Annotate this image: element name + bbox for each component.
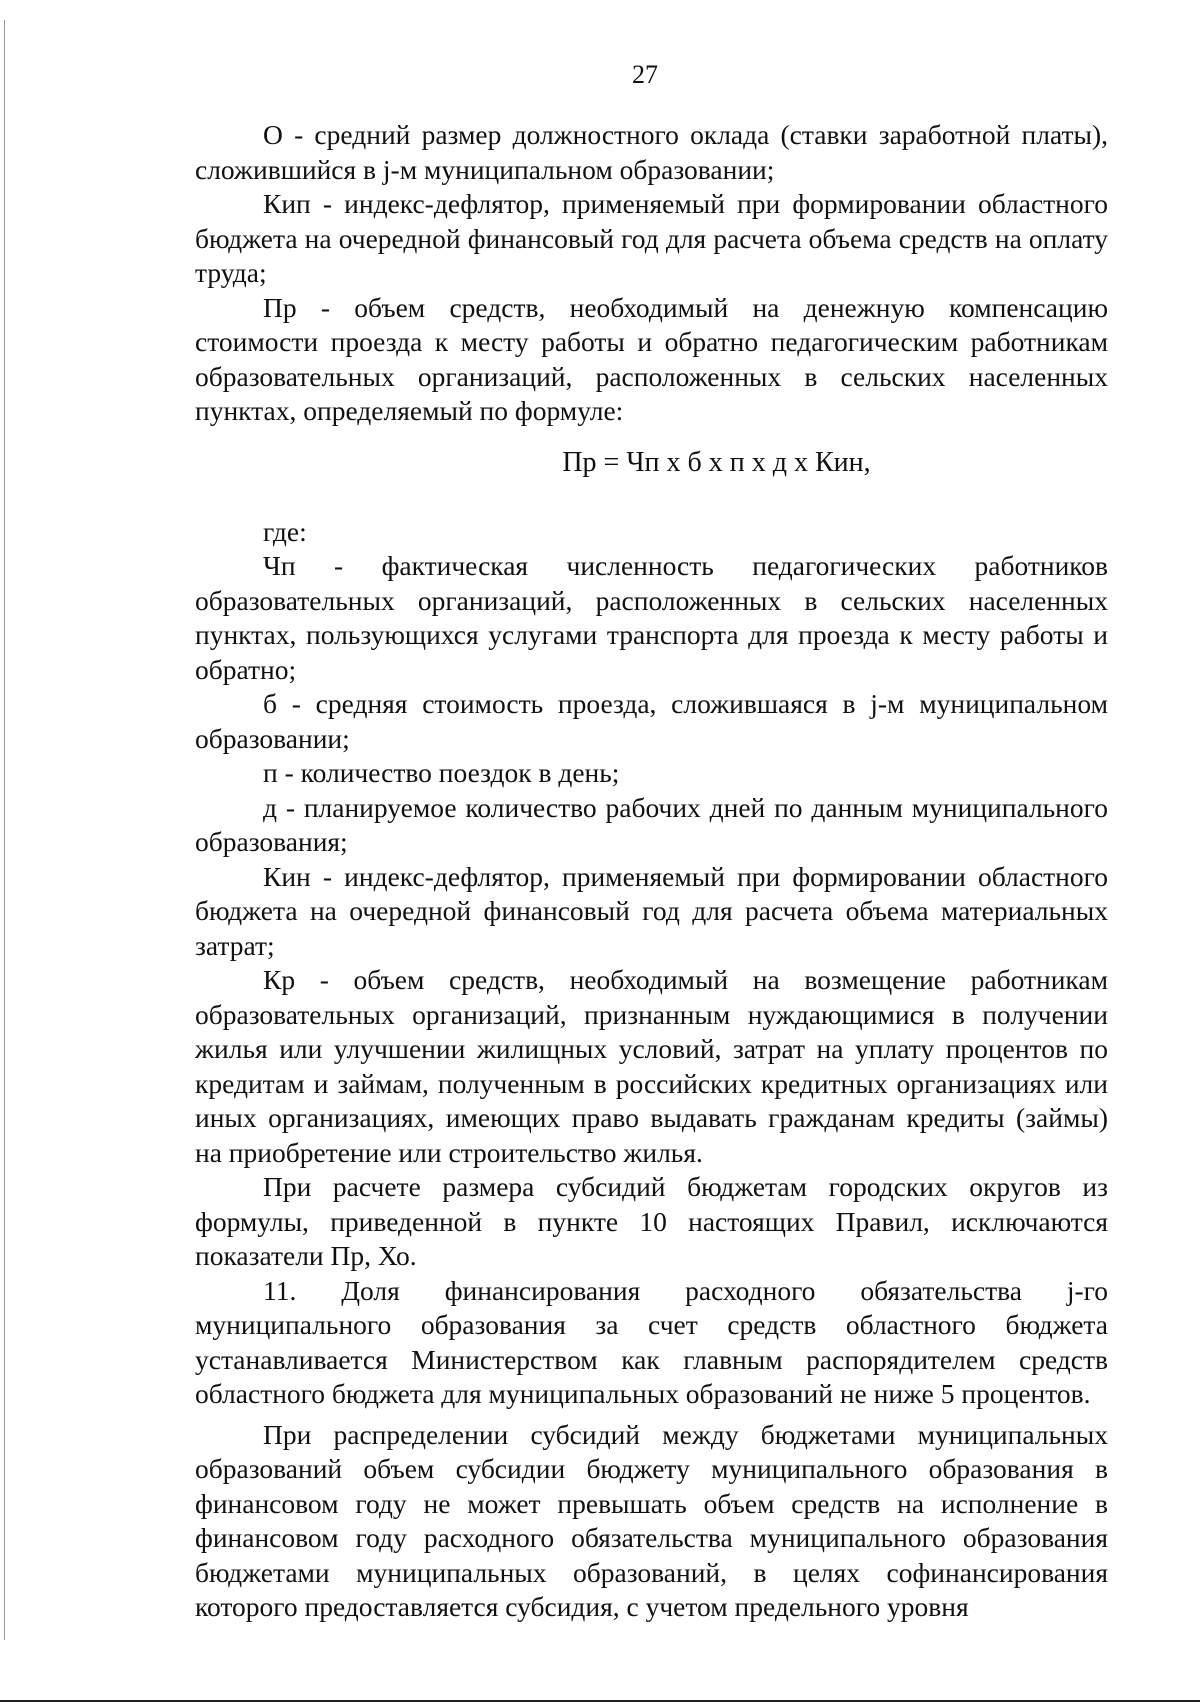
paragraph-kip-definition: Кип - индекс-дефлятор, применяемый при формировании областного бюджета на очередной финансовый год для расчета объема средств на оплату труда; xyxy=(195,188,1108,288)
definition-kr: Кр - объем средств, необходимый на возмещение работникам образовательных организаций, признанным нуждающимися в получении жилья или улучшении жилищных условий, затрат на уплату процентов по кредитам и займам, полученным в российских кредитных организациях или иных организациях, имеющих право выдавать гражданам кредиты (займы) на приобретение или строительство жилья. xyxy=(195,964,1108,1168)
paragraph-subsidy-distribution: При распределении субсидий между бюджетами муниципальных образований объем субсидии бюджету муниципального образования в финансовом году не может превышать объем средств на исполнение в финансовом году расходного обязательства муниципального образования бюджетами муниципальных образований, в целях софинансирования которого предоставляется субсидия, с учетом предельного уровня xyxy=(195,1418,1108,1622)
where-label: где: xyxy=(263,515,307,547)
paragraph-o-definition: О - средний размер должностного оклада (ставки заработной платы), сложившийся в j-м муниципальном образовании; xyxy=(195,119,1108,185)
formula: Пр = Чп х б х п х д х Кин, xyxy=(562,446,871,478)
paragraph-city-districts: При расчете размера субсидий бюджетам городских округов из формулы, приведенной в пункте 10 настоящих Правил, исключаются показатели Пр, Хо. xyxy=(195,1171,1108,1271)
bottom-scan-edge xyxy=(0,1700,1200,1702)
paragraph-item-11: 11. Доля финансирования расходного обязательства j-го муниципального образования за счет средств областного бюджета устанавливается Министерством как главным распорядителем средств областного бюджета для муниципальных образований не ниже 5 процентов. xyxy=(195,1274,1108,1409)
definition-d: д - планируемое количество рабочих дней по данным муниципального образования; xyxy=(195,791,1108,857)
paragraph-pr-definition: Пр - объем средств, необходимый на денежную компенсацию стоимости проезда к месту работы и обратно педагогическим работникам образовательных организаций, расположенных в сельских населенных пунктах, определяемый по формуле: xyxy=(195,291,1108,426)
definition-b: б - средняя стоимость проезда, сложившаяся в j-м муниципальном образовании; xyxy=(195,688,1108,754)
page-number: 27 xyxy=(632,60,658,89)
scan-edge-line xyxy=(4,20,5,1640)
definition-chp: Чп - фактическая численность педагогических работников образовательных организаций, расположенных в сельских населенных пунктах, пользующихся услугами транспорта для проезда к месту работы и обратно; xyxy=(195,550,1108,685)
document-body xyxy=(195,118,1108,1625)
definition-kin: Кин - индекс-дефлятор, применяемый при формировании областного бюджета на очередной финансовый год для расчета объема материальных затрат; xyxy=(195,860,1108,961)
definition-p: п - количество поездок в день; xyxy=(263,757,620,788)
